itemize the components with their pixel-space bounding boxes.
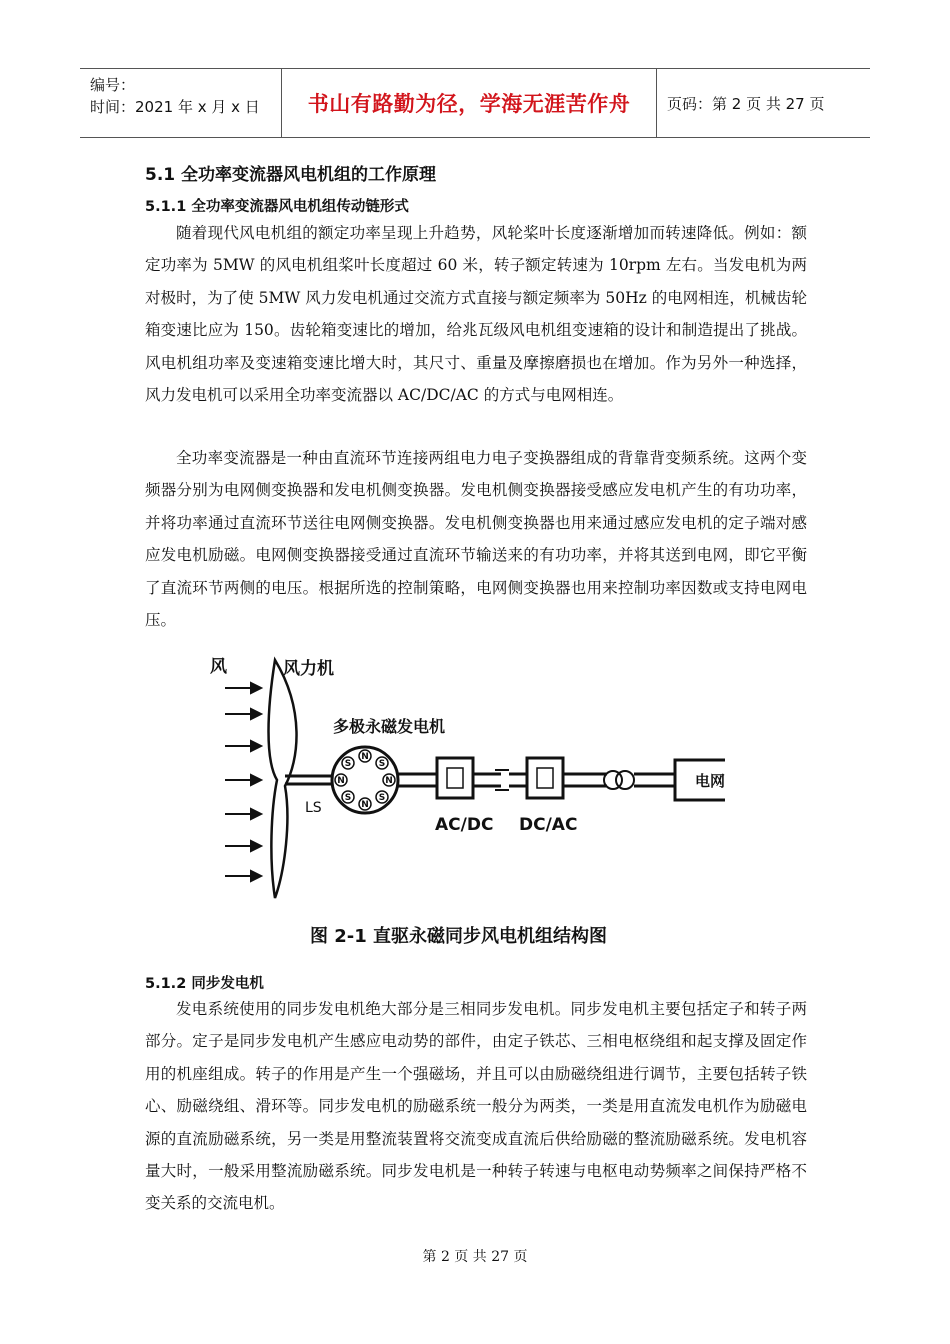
doc-time-label: 时间：2021 年 x 月 x 日 <box>90 98 260 116</box>
figure-caption: 图 2-1 直驱永磁同步风电机组结构图 <box>310 926 608 947</box>
header-motto: 书山有路勤为径，学海无涯苦作舟 <box>307 92 631 116</box>
pole-label: N <box>385 776 393 786</box>
header-meta <box>80 69 282 137</box>
pole-label: S <box>344 759 352 769</box>
pole-label: N <box>361 752 369 762</box>
pole-label: N <box>337 776 345 786</box>
section-title: 5.1 全功率变流器风电机组的工作原理 <box>145 165 437 185</box>
wind-turbine-diagram <box>205 650 725 910</box>
page-footer: 第 2 页 共 27 页 <box>422 1249 528 1265</box>
paragraph-1: 随着现代风电机组的额定功率呈现上升趋势，风轮桨叶长度逐渐增加而转速降低。例如：额定功率为 5MW 的风电机组桨叶长度超过 60 米，转子额定转速为 10rpm 左右。当发电机为两对极时，为了使 5MW 风力发电机通过交流方式直接与额定频率为 50Hz 的电网相连，机械齿轮箱变速比应为 150。齿轮箱变速比的增加，给兆瓦级风电机组变速箱的设计和制造提出了挑战。风电机组功率及变速箱变速比增大时，其尺寸、重量及摩擦磨损也在增加。作为另外一种选择，风力发电机可以采用全功率变流器以 AC/DC/AC 的方式与电网相连。 <box>145 224 807 405</box>
pole-label: S <box>378 793 386 803</box>
subsection-title-1: 5.1.1 全功率变流器风电机组传动链形式 <box>145 199 409 215</box>
pole-label: S <box>344 793 352 803</box>
paragraph-2: 全功率变流器是一种由直流环节连接两组电力电子变换器组成的背靠背变频系统。这两个变频器分别为电网侧变换器和发电机侧变换器。发电机侧变换器接受感应发电机产生的有功功率，并将功率通过直流环节送往电网侧变换器。发电机侧变换器也用来通过感应发电机的定子端对感应发电机励磁。电网侧变换器接受通过直流环节输送来的有功功率，并将其送到电网，即它平衡了直流环节两侧的电压。根据所选的控制策略，电网侧变换器也用来控制功率因数或支持电网电压。 <box>145 449 807 630</box>
turbine-label: 风力机 <box>283 659 334 679</box>
paragraph-3: 发电系统使用的同步发电机绝大部分是三相同步发电机。同步发电机主要包括定子和转子两部分。定子是同步发电机产生感应电动势的部件，由定子铁芯、三相电枢绕组和起支撑及固定作用的机座组成。转子的作用是产生一个强磁场，并且可以由励磁绕组进行调节，主要包括转子铁心、励磁绕组、滑环等。同步发电机的励磁系统一般分为两类，一类是用直流发电机作为励磁电源的直流励磁系统，另一类是用整流装置将交流变成直流后供给励磁的整流励磁系统。发电机容量大时，一般采用整流励磁系统。同步发电机是一种转子转速与电枢电动势频率之间保持严格不变关系的交流电机。 <box>145 1000 807 1213</box>
doc-number-label: 编号： <box>90 76 136 94</box>
grid-label: 电网 <box>695 772 725 790</box>
header-page-info: 页码：第 2 页 共 27 页 <box>667 94 825 113</box>
converter-ac-dc <box>437 758 473 798</box>
wind-label: 风 <box>210 657 227 677</box>
subsection-title-2: 5.1.2 同步发电机 <box>145 976 264 992</box>
converter1-label: AC/DC <box>435 815 494 835</box>
generator-label: 多极永磁发电机 <box>333 717 446 736</box>
header-motto-cell <box>282 69 657 137</box>
shaft-label: LS <box>305 800 322 816</box>
pole-label: N <box>361 800 369 810</box>
wind-arrows <box>225 683 261 881</box>
page-header <box>80 68 870 138</box>
converter2-label: DC/AC <box>519 815 578 835</box>
converter-dc-ac <box>527 758 563 798</box>
pole-label: S <box>378 759 386 769</box>
turbine-blade <box>269 660 297 898</box>
